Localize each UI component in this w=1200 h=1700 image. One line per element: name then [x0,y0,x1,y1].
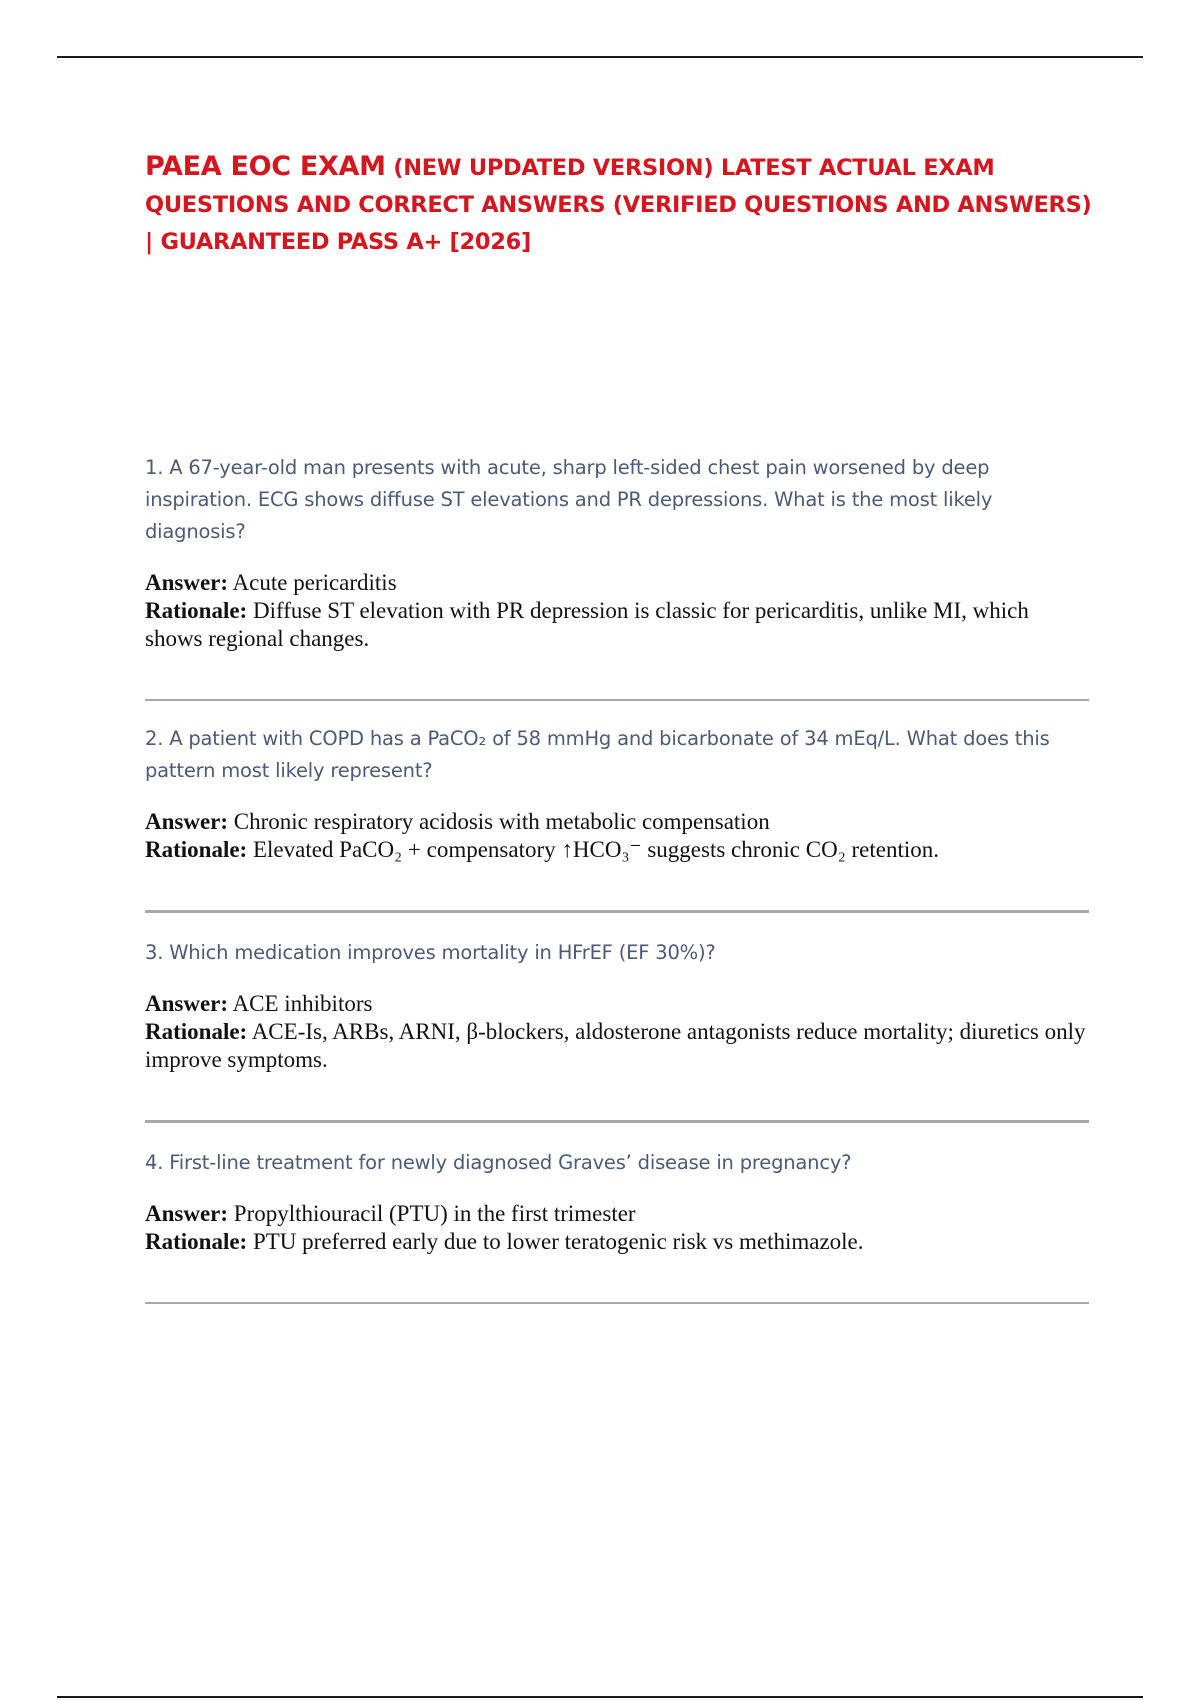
document-title-strong: PAEA EOC EXAM [145,151,386,182]
rationale-text: ACE-Is, ARBs, ARNI, β-blockers, aldosterone antagonists reduce mortality; diuretics only improve symptoms. [145,1019,1086,1072]
rationale-label: Rationale: [145,598,248,623]
answer-text: ACE inhibitors [228,991,373,1016]
rationale-line [145,1018,1089,1074]
rationale-label: Rationale: [145,1019,248,1044]
question-text: 3. Which medication improves mortality in HFrEF (EF 30%)? [145,941,716,964]
document-title [145,148,1095,261]
rationale-label: Rationale: [145,1229,248,1254]
rationale-line [145,1228,1089,1256]
rationale-text: PTU preferred early due to lower teratogenic risk vs methimazole. [247,1229,864,1254]
answer-label: Answer: [145,991,229,1016]
question-item-4 [145,1147,1089,1304]
page-top-rule [57,56,1143,58]
question-divider [145,1120,1089,1123]
answer-line [145,569,1089,597]
rationale-label: Rationale: [145,837,248,862]
page-bottom-rule [57,1696,1143,1698]
answer-line [145,1200,1089,1228]
answer-text: Chronic respiratory acidosis with metabolic compensation [228,809,770,834]
answer-label: Answer: [145,1201,229,1226]
answer-text: Acute pericarditis [228,570,397,595]
rationale-text: Elevated PaCO₂ + compensatory ↑HCO₃⁻ suggests chronic CO₂ retention. [247,837,939,862]
answer-label: Answer: [145,570,229,595]
question-item-3 [145,937,1089,1123]
question-text: 4. First-line treatment for newly diagnosed Graves’ disease in pregnancy? [145,1151,852,1174]
rationale-line [145,597,1089,653]
question-item-1 [145,452,1089,701]
question-text: 1. A 67-year-old man presents with acute, sharp left-sided chest pain worsened by deep inspiration. ECG shows diffuse ST elevations and PR depressions. What is the most likely diagnosis? [145,456,993,543]
rationale-text: Diffuse ST elevation with PR depression is classic for pericarditis, unlike MI, which shows regional changes. [145,598,1029,651]
question-item-2 [145,723,1089,913]
document-title-rest: (NEW UPDATED VERSION) LATEST ACTUAL EXAM QUESTIONS AND CORRECT ANSWERS (VERIFIED QUESTIONS AND ANSWERS) | GUARANTEED PASS A+ [2026] [145,155,1092,255]
question-list [145,452,1089,1304]
question-text: 2. A patient with COPD has a PaCO₂ of 58 mmHg and bicarbonate of 34 mEq/L. What does this pattern most likely represent? [145,727,1050,782]
answer-line [145,990,1089,1018]
question-divider [145,910,1089,913]
answer-text: Propylthiouracil (PTU) in the first trimester [228,1201,636,1226]
question-divider [145,699,1089,701]
answer-label: Answer: [145,809,229,834]
rationale-line [145,836,1089,864]
answer-line [145,808,1089,836]
question-divider [145,1302,1089,1304]
